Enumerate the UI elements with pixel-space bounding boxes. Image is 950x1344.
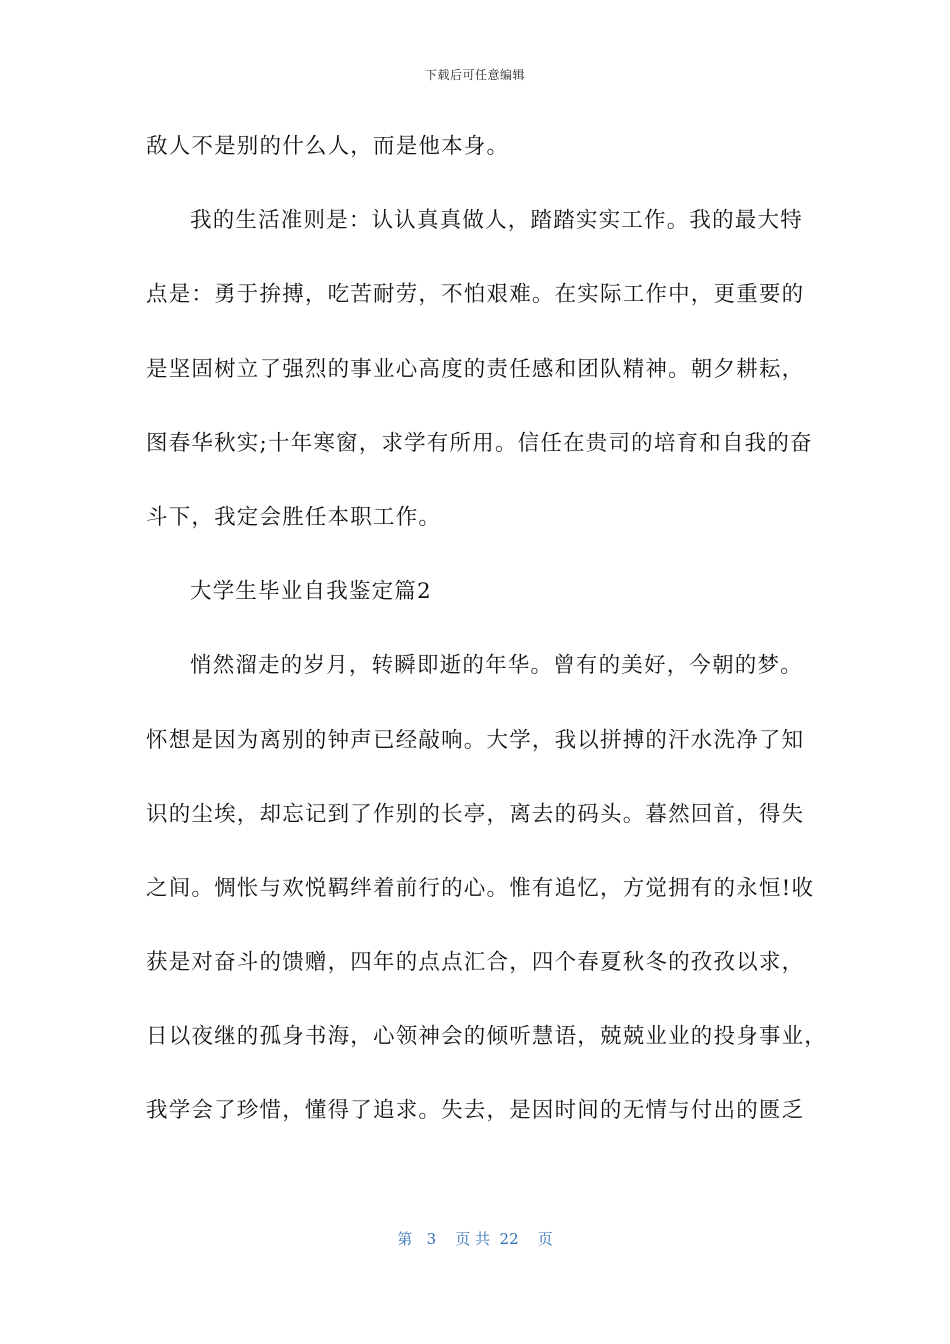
- paragraph-line: 点是：勇于拚搏，吃苦耐劳，不怕艰难。在实际工作中，更重要的: [146, 282, 805, 308]
- paragraph-line: 我学会了珍惜，懂得了追求。失去，是因时间的无情与付出的匮乏: [146, 1098, 805, 1124]
- paragraph-line: 悄然溜走的岁月，转瞬即逝的年华。曾有的美好，今朝的梦。: [190, 653, 803, 679]
- section-heading: 大学生毕业自我鉴定篇2: [190, 579, 432, 605]
- paragraph-line: 怀想是因为离别的钟声已经敲响。大学，我以拼搏的汗水洗净了知: [146, 727, 805, 753]
- document-body: [146, 122, 828, 1161]
- footer-prefix: 第: [397, 1230, 413, 1248]
- paragraph-line: 图春华秋实;十年寒窗，求学有所用。信任在贵司的培育和自我的奋: [146, 430, 813, 456]
- paragraph-line: 获是对奋斗的馈赠，四年的点点汇合，四个春夏秋冬的孜孜以求，: [146, 950, 805, 976]
- paragraph-line: 我的生活准则是：认认真真做人，踏踏实实工作。我的最大特: [190, 208, 803, 234]
- paragraph-line: 斗下，我定会胜任本职工作。: [146, 504, 442, 530]
- paragraph-line: 日以夜继的孤身书海，心领神会的倾听慧语，兢兢业业的投身事业，: [146, 1024, 828, 1050]
- footer-middle: 页 共: [455, 1230, 490, 1248]
- total-pages-number: 22: [499, 1230, 519, 1248]
- paragraph-line: 识的尘埃，却忘记到了作别的长亭，离去的码头。暮然回首，得失: [146, 801, 805, 827]
- paragraph-line: 之间。惆怅与欢悦羁绊着前行的心。惟有追忆，方觉拥有的永恒!收: [146, 875, 815, 901]
- paragraph-line: 是坚固树立了强烈的事业心高度的责任感和团队精神。朝夕耕耘，: [146, 356, 805, 382]
- paragraph-line: 敌人不是别的什么人，而是他本身。: [146, 134, 510, 159]
- page-footer: [0, 1228, 950, 1249]
- page-header: 下载后可任意编辑: [424, 68, 525, 82]
- current-page-number: 3: [426, 1230, 437, 1248]
- footer-suffix: 页: [537, 1230, 553, 1248]
